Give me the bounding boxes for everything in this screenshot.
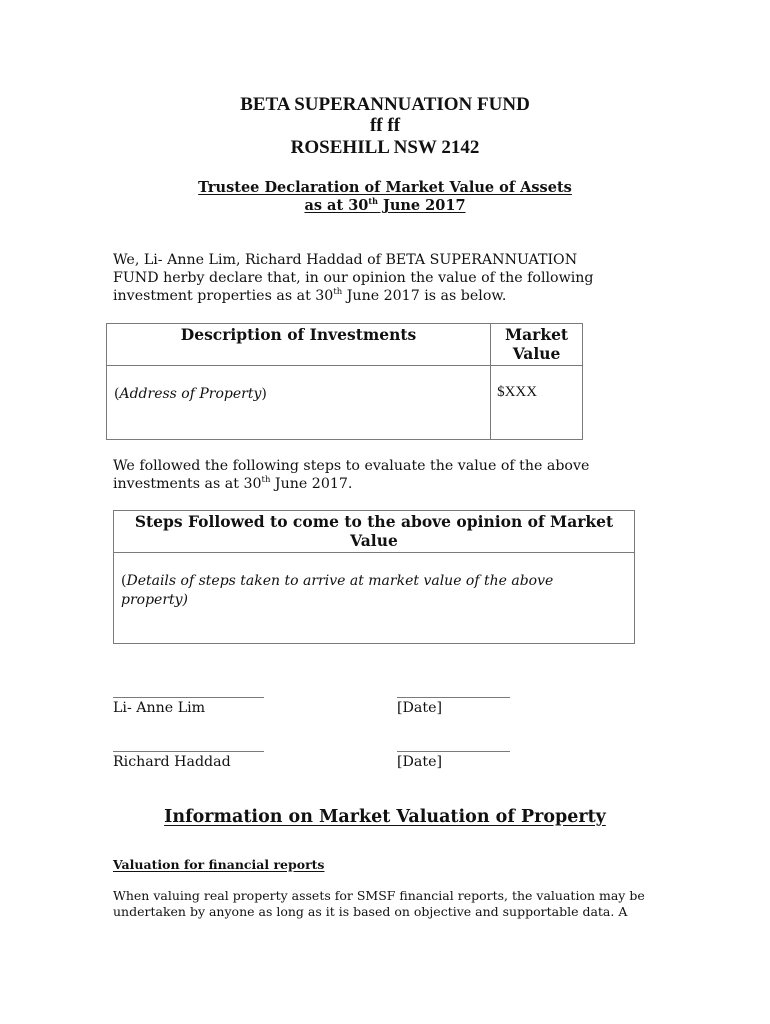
steps-details-line2: property) (121, 592, 189, 608)
signature-line (113, 751, 264, 752)
steps-intro-prefix: investments as at 30 (113, 476, 262, 492)
paren-open: ( (114, 386, 120, 402)
declaration-line: We, Li- Anne Lim, Richard Haddad of BETA SUPERANNUATION (113, 252, 578, 268)
steps-intro-suffix: June 2017. (270, 476, 353, 492)
header-description: Description of Investments (107, 324, 491, 366)
header-steps (114, 511, 635, 553)
date-prefix: as at 30 (304, 197, 369, 214)
info-subheading: Valuation for financial reports (113, 857, 325, 872)
steps-intro-paragraph (113, 457, 653, 493)
info-heading (0, 806, 770, 828)
market-value-text: $XXX (497, 384, 538, 400)
header-market-value (491, 324, 583, 366)
steps-table (113, 510, 635, 644)
property-address-placeholder: Address of Property (119, 386, 262, 402)
fund-address-line1: ff ff (369, 115, 401, 136)
declaration-line3-prefix: investment properties as at 30 (113, 288, 334, 304)
table-header-row (107, 324, 583, 366)
steps-intro-line (113, 475, 653, 493)
investments-table (106, 323, 583, 440)
table-row (107, 366, 583, 440)
header-steps-line1: Steps Followed to come to the above opinion of Market (134, 512, 614, 531)
signatory-name: Li- Anne Lim (113, 700, 206, 716)
header-steps-line2: Value (350, 531, 398, 550)
declaration-paragraph (113, 251, 653, 305)
date-suffix: June 2017 (377, 197, 466, 214)
header-market-line2: Value (512, 344, 561, 363)
signatory-name: Richard Haddad (113, 754, 231, 770)
paren-close: ) (261, 386, 267, 402)
cell-steps-details (114, 553, 635, 644)
cell-market-value (491, 366, 583, 440)
signature-line (113, 697, 264, 698)
date-line (397, 697, 510, 698)
steps-details-placeholder: Details of steps taken to arrive at market value of the above (126, 573, 554, 589)
fund-address-line2: ROSEHILL NSW 2142 (290, 137, 480, 158)
declaration-superscript: th (333, 287, 343, 297)
date-label: [Date] (397, 700, 443, 716)
declaration-line: FUND herby declare that, in our opinion the value of the following (113, 270, 594, 286)
steps-intro-superscript: th (261, 475, 271, 485)
description-text (107, 366, 490, 403)
fund-name: BETA SUPERANNUATION FUND (240, 94, 530, 115)
date-superscript: th (368, 196, 378, 206)
info-body-line: undertaken by anyone as long as it is based on objective and supportable data. A (113, 904, 628, 919)
table-header-row (114, 511, 635, 553)
declaration-date (0, 197, 770, 214)
declaration-line (113, 287, 653, 305)
info-heading-text: Information on Market Valuation of Property (164, 807, 606, 827)
info-body-line: When valuing real property assets for SMSF financial reports, the valuation may be (113, 888, 645, 903)
declaration-title-line1: Trustee Declaration of Market Value of Assets (198, 179, 572, 196)
header-market-line1: Market (504, 325, 569, 344)
info-body (113, 888, 673, 920)
paren-open: ( (121, 573, 127, 589)
steps-intro-line: We followed the following steps to evaluate the value of the above (113, 458, 590, 474)
date-label: [Date] (397, 754, 443, 770)
declaration-title (0, 179, 770, 196)
cell-description (107, 366, 491, 440)
steps-details-line1 (121, 572, 634, 591)
table-row (114, 553, 635, 644)
date-line (397, 751, 510, 752)
declaration-date-text (304, 197, 465, 214)
declaration-line3-suffix: June 2017 is as below. (342, 288, 507, 304)
